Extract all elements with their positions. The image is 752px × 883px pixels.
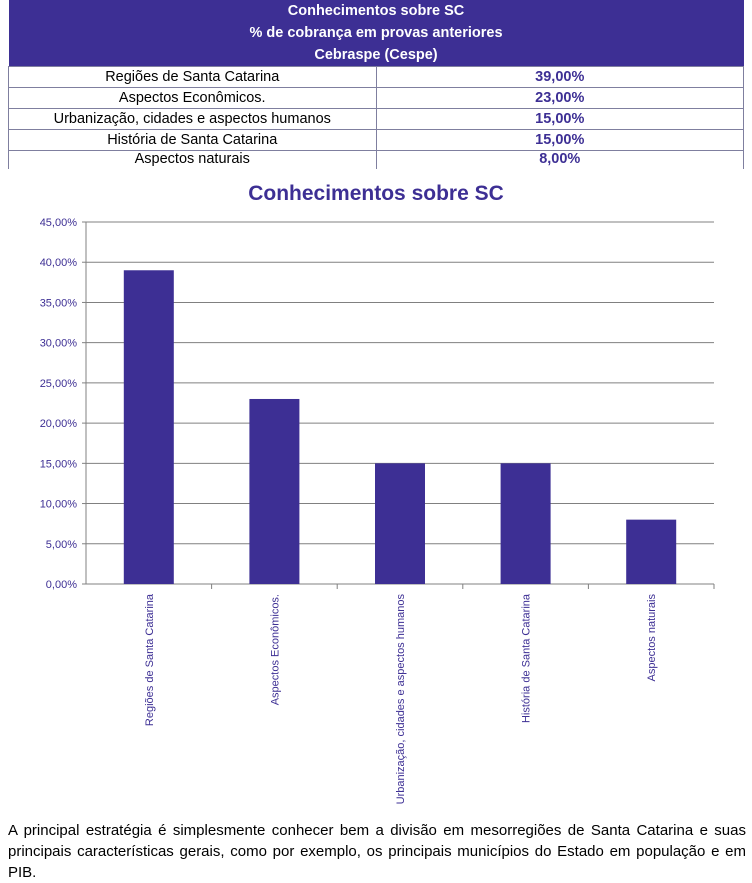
row-value: 15,00% [376,109,744,130]
summary-table-container [8,0,744,169]
table-header [9,0,744,67]
y-tick-label: 35,00% [39,297,77,310]
table-header-title: Conhecimentos sobre SC [287,3,465,19]
bar [375,463,425,584]
row-value: 8,00% [376,151,744,170]
bar-chart [0,172,752,820]
y-tick-label: 0,00% [45,579,77,591]
row-label: Aspectos Econômicos. [9,88,377,109]
y-tick-label: 10,00% [39,498,77,511]
row-value: 15,00% [376,130,744,151]
y-tick-label: 40,00% [39,257,77,270]
x-tick-label: Urbanização, cidades e aspectos humanos [395,594,407,805]
row-value: 39,00% [376,67,744,88]
bars [124,270,676,584]
bar [124,270,174,584]
table-row [9,130,744,151]
row-value: 23,00% [376,88,744,109]
table-header-subtitle: % de cobrança em provas anteriores [249,25,503,41]
bar [249,399,299,584]
table-row [9,151,744,170]
y-tick-label: 30,00% [39,337,77,350]
summary-table [8,0,744,169]
y-tick-label: 45,00% [39,217,77,229]
row-label: Urbanização, cidades e aspectos humanos [9,109,377,130]
y-tick-label: 15,00% [39,458,77,471]
bar [626,520,676,584]
row-label: Aspectos naturais [9,151,377,170]
x-tick-label: Aspectos Econômicos. [269,594,282,706]
row-label: História de Santa Catarina [9,130,377,151]
caption-text: A principal estratégia é simplesmente conhecer bem a divisão em mesorregiões de Santa Catarina e suas principais características gerais, como por exemplo, os principais municípios do Estado em população e em PIB. [8,822,746,881]
table-header-source: Cebraspe (Cespe) [314,47,438,63]
chart-title: Conhecimentos sobre SC [248,182,504,205]
y-tick-label: 25,00% [39,377,77,390]
bar [501,463,551,584]
x-axis-labels [144,593,658,804]
table-row [9,67,744,88]
row-label: Regiões de Santa Catarina [9,67,377,88]
table-row [9,88,744,109]
x-tick-label: Regiões de Santa Catarina [143,594,156,727]
x-tick-label: História de Santa Catarina [520,594,533,724]
y-tick-label: 20,00% [39,418,77,431]
y-tick-label: 5,00% [45,538,77,551]
x-tick-label: Aspectos naturais [646,594,659,682]
table-row [9,109,744,130]
